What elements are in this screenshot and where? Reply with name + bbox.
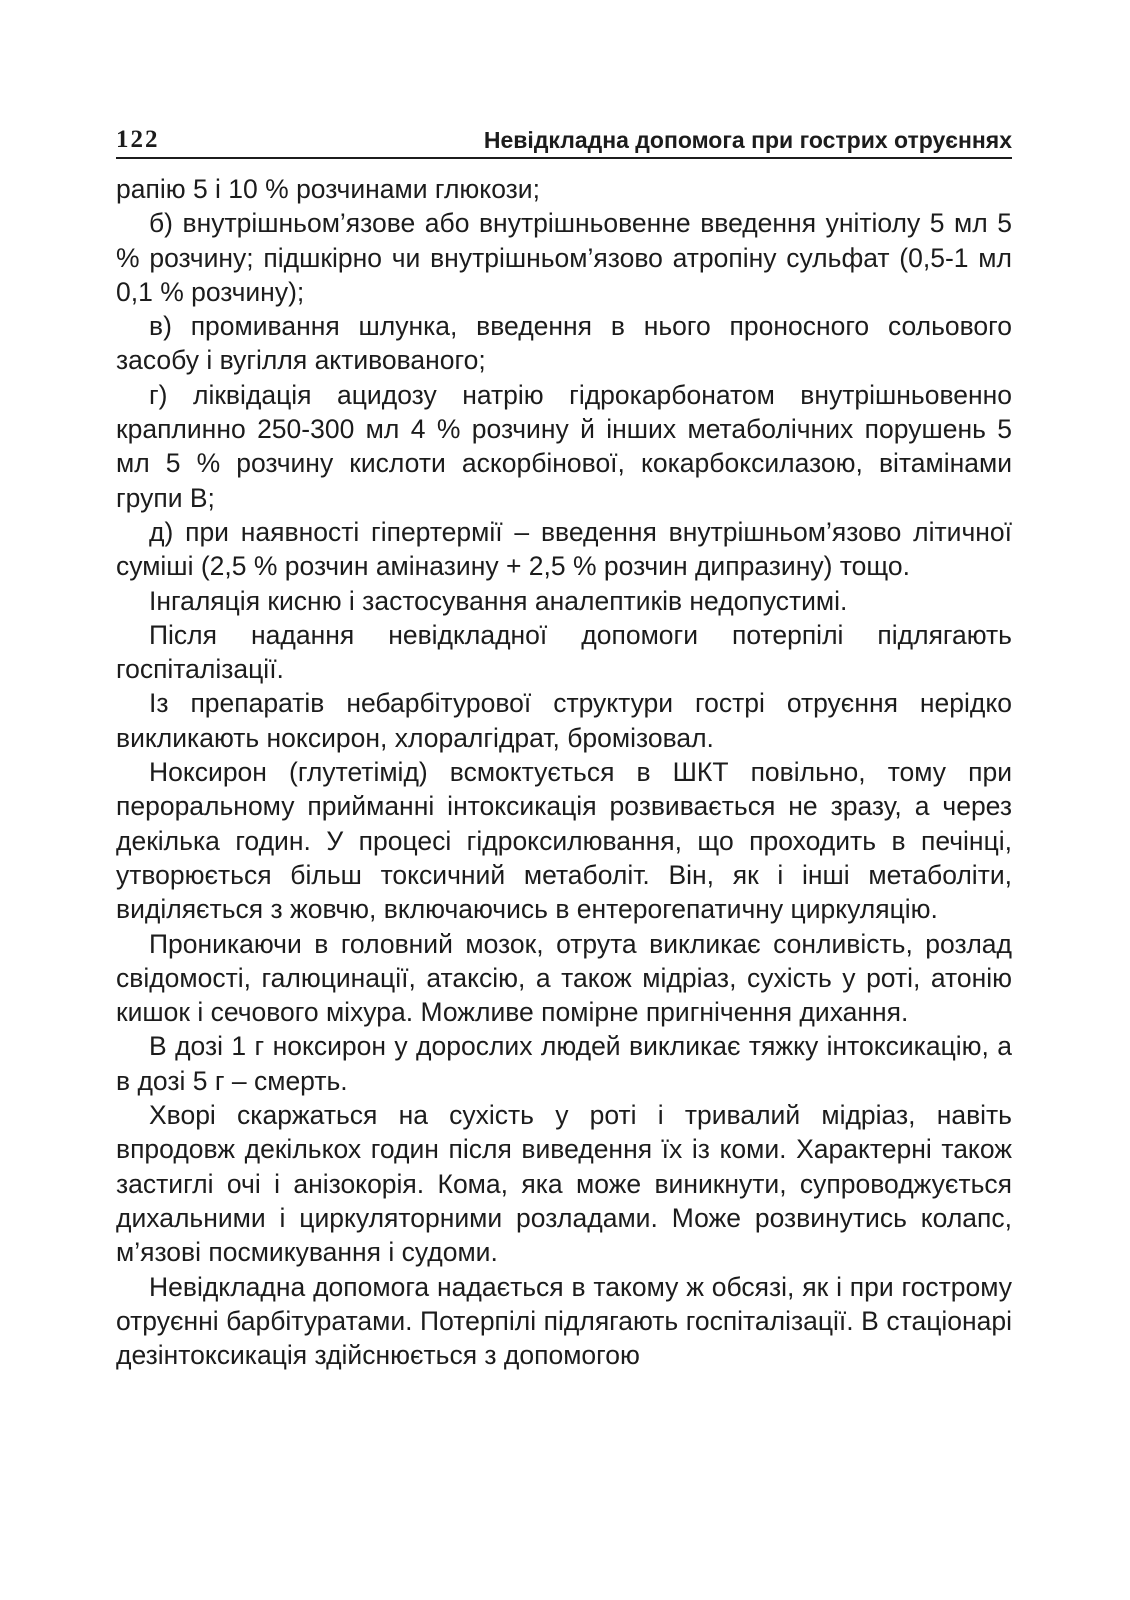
document-page (116, 124, 1012, 1372)
paragraph-item-v: в) промивання шлунка, введення в нього проносного сольового засобу і вугілля активованого; (116, 311, 1012, 376)
paragraph-item-d: д) при наявності гіпертермії – введення внутрішньом’язово літичної суміші (2,5 % розчин аміназину + 2,5 % розчин дипразину) тощо. (116, 516, 1012, 582)
running-title: Невідкладна допомога при гострих отруєннях (483, 127, 1012, 153)
paragraph: Невідкладна допомога надається в такому ж обсязі, як і при гострому отруєнні барбітуратами. Потерпілі підлягають госпіталізації. В стаціонарі дезінтоксикація здійснюється з допомогою (116, 1271, 1012, 1371)
paragraph: Ноксирон (глутетімід) всмоктується в ШКТ повільно, тому при пероральному прийманні інтоксикація розвивається не зразу, а через декілька годин. У процесі гідроксилювання, що проходить в печінці, утворюється більш токсичний метаболіт. Він, як і інші метаболіти, виділяється з жовчю, включаючись в ентерогепатичну циркуляцію. (116, 757, 1012, 925)
paragraph: Інгаляція кисню і застосування аналептиків недопустимі. (149, 585, 848, 616)
body-text (116, 172, 1012, 1372)
paragraph-item-b: б) внутрішньом’язове або внутрішньовенне введення унітіолу 5 мл 5 % розчину; підшкірно чи внутрішньом’язово атропіну сульфат (0,5-1 мл 0,1 % розчину); (116, 208, 1012, 307)
paragraph: В дозі 1 г ноксирон у дорослих людей викликає тяжку інтоксикацію, а в дозі 5 г – смерть. (116, 1031, 1012, 1096)
page-number: 122 (116, 126, 160, 153)
paragraph-continuation: рапію 5 і 10 % розчинами глюкози; (116, 174, 540, 204)
paragraph: Після надання невідкладної допомоги потерпілі підлягають госпіталізації. (116, 619, 1012, 685)
paragraph: Із препаратів небарбітурової структури гострі отруєння нерідко викликають ноксирон, хлоралгідрат, бромізовал. (116, 688, 1012, 753)
paragraph: Хворі скаржаться на сухість у роті і тривалий мідріаз, навіть впродовж декількох годин після виведення їх із коми. Характерні також застиглі очі і анізокорія. Кома, яка може виникнути, супроводжується дихальними і циркуляторними розладами. Може розвинутись колапс, м’язові посмикування і судоми. (116, 1100, 1012, 1268)
paragraph: Проникаючи в головний мозок, отрута викликає сонливість, розлад свідомості, галюцинації, атаксію, а також мідріаз, сухість у роті, атонію кишок і сечового міхура. Можливе помірне пригнічення дихання. (116, 928, 1012, 1028)
running-header (116, 124, 1012, 159)
paragraph-item-g: г) ліквідація ацидозу натрію гідрокарбонатом внутрішньовенно краплинно 250-300 мл 4 % розчину й інших метаболічних порушень 5 мл 5 % розчину кислоти аскорбінової, кокарбоксилазою, вітамінами групи В; (116, 379, 1012, 513)
